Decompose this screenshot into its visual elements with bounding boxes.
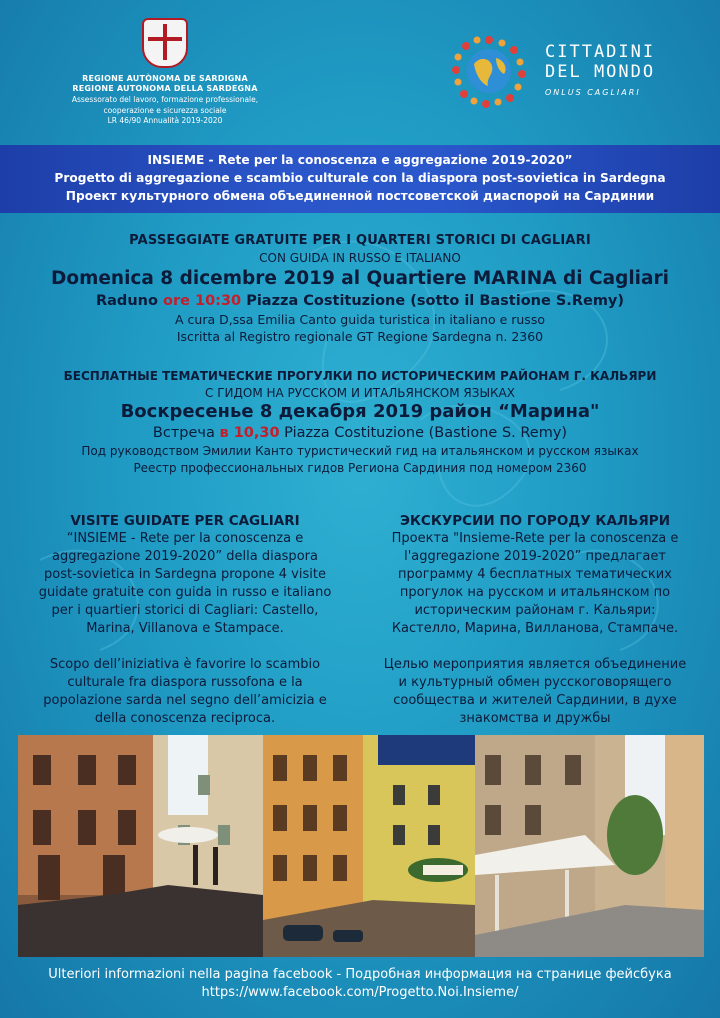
column-paragraph-1-ru bbox=[365, 530, 705, 638]
text-line: программу 4 бесплатных тематических bbox=[398, 567, 672, 582]
walks-date-place-it: al Quartiere MARINA di Cagliari bbox=[334, 268, 669, 289]
walks-date-day-it: Domenica 8 dicembre 2019 bbox=[51, 268, 335, 289]
walks-date-place-ru: район “Марина" bbox=[423, 401, 600, 422]
text-line: l'aggregazione 2019-2020” предлагает bbox=[404, 549, 666, 564]
org-title: CITTADINI DEL MONDO bbox=[545, 42, 656, 82]
text-line: сообщества и жителей Сардинии, в духе bbox=[393, 693, 677, 708]
walks-date-day-ru: Воскресенье 8 декабря 2019 bbox=[120, 401, 424, 422]
org-subtitle: ONLUS CAGLIARI bbox=[545, 88, 641, 97]
walks-heading-it: PASSEGGIATE GRATUITE PER I QUARTERI STORICI DI CAGLIARI bbox=[129, 233, 591, 248]
text-line: per i quartieri storici di Cagliari: Castello, bbox=[51, 603, 319, 618]
column-russian bbox=[365, 512, 705, 728]
photo-strip bbox=[18, 735, 704, 957]
sardinia-crest-icon bbox=[142, 18, 188, 68]
org-name-block bbox=[545, 42, 655, 97]
text-line: Целью мероприятия является объединение bbox=[383, 657, 687, 672]
walks-meeting-place-ru: Piazza Costituzione (Bastione S. Remy) bbox=[279, 425, 568, 441]
walks-heading-ru: БЕСПЛАТНЫЕ ТЕМАТИЧЕСКИЕ ПРОГУЛКИ ПО ИСТОРИЧЕСКИМ РАЙОНАМ Г. КАЛЬЯРИ bbox=[63, 369, 657, 383]
project-description-it: Progetto di aggregazione e scambio culturale con la diaspora post-sovietica in Sardegna bbox=[54, 171, 666, 185]
region-sardinia-logo-block bbox=[55, 18, 275, 126]
walks-section bbox=[0, 232, 720, 475]
walks-subheading-ru: С ГИДОМ НА РУССКОМ И ИТАЛЬЯНСКОМ ЯЗЫКАХ bbox=[205, 386, 515, 400]
walks-date-ru bbox=[0, 401, 720, 423]
walks-meeting-label-ru: Встреча bbox=[152, 425, 220, 441]
walks-date-it bbox=[0, 267, 720, 291]
walks-meeting-time-ru: в 10,30 bbox=[219, 425, 280, 441]
region-department-line-2: cooperazione e sicurezza sociale bbox=[103, 105, 227, 115]
walks-meeting-place-it: Piazza Costituzione (sotto il Bastione S.Remy) bbox=[241, 293, 625, 309]
project-description-ru: Проект культурного обмена объединенной постсоветской диаспорой на Сардинии bbox=[65, 189, 655, 203]
walks-register-it: Iscritta al Registro regionale GT Regione Sardegna n. 2360 bbox=[176, 329, 544, 344]
column-title-ru: ЭКСКУРСИИ ПО ГОРОДУ КАЛЬЯРИ bbox=[399, 513, 671, 529]
footer bbox=[0, 966, 720, 1002]
globe-people-icon bbox=[452, 34, 526, 108]
project-title: INSIEME - Rete per la conoscenza e aggregazione 2019-2020” bbox=[147, 153, 573, 167]
project-banner bbox=[0, 145, 720, 213]
text-line: и культурный обмен русскоговорящего bbox=[398, 675, 672, 690]
text-line: прогулок на русском и итальянском по bbox=[399, 585, 671, 600]
column-paragraph-1-it bbox=[15, 530, 355, 638]
text-line: popolazione sarda nel segno dell’amicizia e bbox=[43, 693, 327, 708]
text-line: aggregazione 2019-2020” della diaspora bbox=[52, 549, 318, 564]
walks-meeting-label-it: Raduno bbox=[95, 293, 163, 309]
text-line: della conoscenza reciproca. bbox=[94, 711, 276, 726]
street-photo-3 bbox=[475, 735, 704, 957]
street-photo-1 bbox=[18, 735, 263, 957]
walks-meeting-it bbox=[0, 291, 720, 311]
text-line: “INSIEME - Rete per la conoscenza e bbox=[66, 531, 304, 546]
region-name-sardinian: REGIONE AUTÒNOMA DE SARDIGNA bbox=[82, 74, 248, 83]
text-line: историческим районам г. Кальяри: bbox=[414, 603, 656, 618]
region-department-line-1: Assessorato del lavoro, formazione professionale, bbox=[71, 95, 259, 104]
column-title-it: VISITE GUIDATE PER CAGLIARI bbox=[70, 513, 300, 529]
region-law-reference: LR 46/90 Annualità 2019-2020 bbox=[107, 116, 223, 125]
street-photo-2 bbox=[263, 735, 475, 957]
walks-meeting-ru bbox=[0, 423, 720, 443]
text-line: Кастелло, Марина, Вилланова, Стампаче. bbox=[391, 621, 679, 636]
walks-subheading-it: CON GUIDA IN RUSSO E ITALIANO bbox=[259, 251, 461, 265]
text-line: Marina, Villanova e Stampace. bbox=[86, 621, 284, 636]
header bbox=[0, 0, 720, 135]
text-line: culturale fra diaspora russofona e la bbox=[67, 675, 303, 690]
column-italian bbox=[15, 512, 355, 728]
walks-russian-block bbox=[0, 368, 720, 477]
region-name-italian: REGIONE AUTONOMA DELLA SARDEGNA bbox=[72, 84, 258, 93]
column-paragraph-2-ru bbox=[365, 656, 705, 728]
text-line: знакомства и дружбы bbox=[459, 711, 611, 726]
walks-guide-ru: Под руководством Эмилии Канто туристический гид на итальянском и русском языках bbox=[81, 444, 639, 458]
walks-guide-it: A cura D,ssa Emilia Canto guida turistica in italiano e russo bbox=[175, 312, 545, 327]
walks-register-ru: Реестр профессиональных гидов Региона Сардиния под номером 2360 bbox=[133, 461, 587, 475]
walks-meeting-time-it: ore 10:30 bbox=[162, 293, 242, 309]
text-line: Scopo dell’iniziativa è favorire lo scambio bbox=[49, 657, 321, 672]
column-paragraph-2-it bbox=[15, 656, 355, 728]
footer-info-text: Ulteriori informazioni nella pagina facebook - Подробная информация на странице фейсбука bbox=[48, 967, 672, 982]
text-line: post-sovietica in Sardegna propone 4 visite bbox=[44, 567, 326, 582]
cittadini-del-mondo-logo bbox=[450, 32, 700, 112]
text-line: Проекта "Insieme-Rete per la conoscenza e bbox=[391, 531, 679, 546]
text-line: guidate gratuite con guida in russo e italiano bbox=[38, 585, 332, 600]
facebook-link[interactable]: https://www.facebook.com/Progetto.Noi.Insieme/ bbox=[201, 985, 519, 1000]
